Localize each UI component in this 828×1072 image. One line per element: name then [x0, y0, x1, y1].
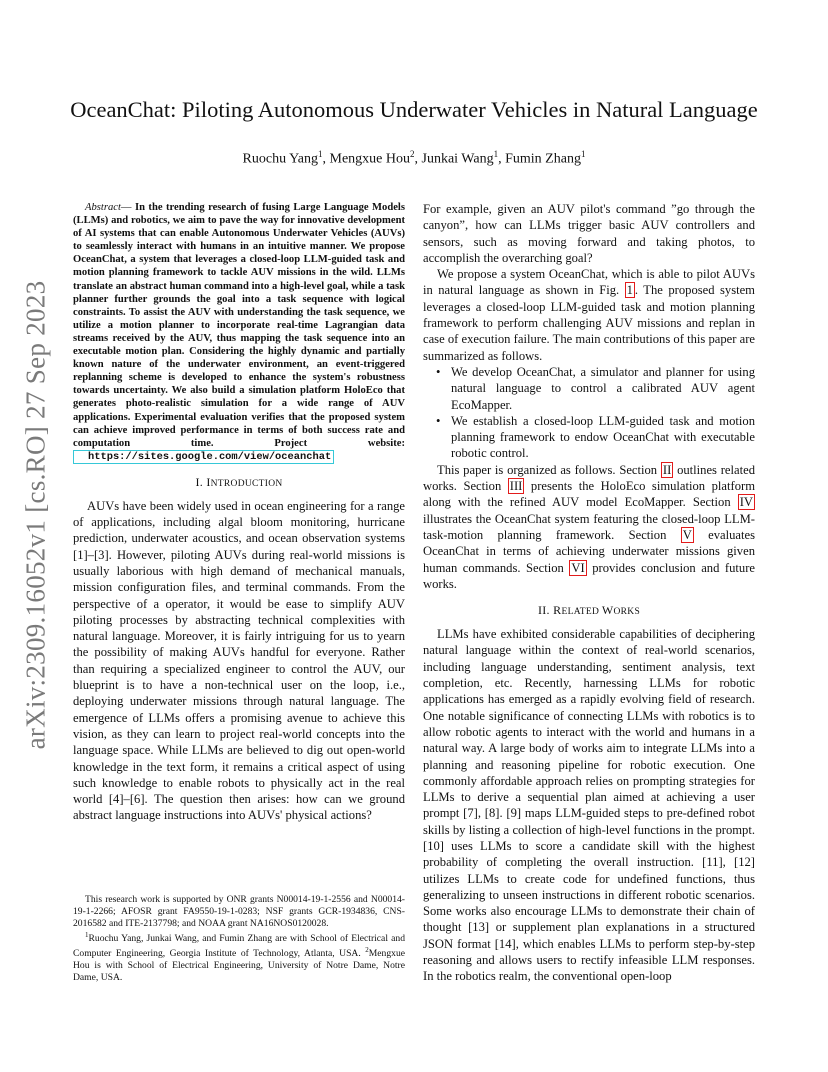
abstract-body: In the trending research of fusing Large Language Models (LLMs) and robotics, we aim to pave the way for innovative development of AI systems that can enable Autonomous Underwater Vehicles (AUVs) to seamlessly interact with humans in an intuitive manner. We propose OceanChat, a system that leverages a closed-loop LLM-guided task and motion planning framework to tackle AUV missions in the wild. LLMs translate an abstract human command into a high-level goal, while a task planner further grounds the goal into a task sequence with logical constraints. To assist the AUV with understanding the task sequence, we utilize a motion planner to incorporate real-time Lagrangian data streams received by the AUV, thus mapping the task sequence into an executable motion plan. Considering the highly dynamic and partially known nature of the underwater environment, an event-triggered replanning scheme is developed to enhance the system's robustness towards uncertainty. We also build a simulation platform HoloEco that generates photo-realistic simulation for a wide range of AUV applications. Experimental evaluation verifies that the proposed system can achieve improved performance in terms of both success rate and computation time. Project website:	[73, 202, 405, 449]
paragraph-text: . The proposed system leverages a closed-loop LLM-guided task and motion planning framework to perform challenging AUV missions and replan in case of execution failure. The main contributions of this paper are summarized as follows.	[423, 283, 755, 363]
footnotes	[73, 893, 405, 984]
affiliation-text: Ruochu Yang, Junkai Wang, and Fumin Zhang are with School of Electrical and Computer Engineering, Georgia Institute of Technology, Atlanta, USA.	[73, 932, 405, 959]
section-title-initial: R	[553, 603, 562, 618]
paper-title: OceanChat: Piloting Autonomous Underwater Vehicles in Natural Language	[70, 97, 758, 122]
section-title-rest: ORKS	[613, 607, 641, 618]
section-title-rest: ELATED	[561, 607, 602, 618]
section-heading-introduction	[73, 474, 405, 492]
affiliation-footnote	[73, 930, 405, 984]
author-name: Ruochu Yang	[242, 151, 318, 167]
organization-paragraph	[423, 462, 755, 592]
author-affiliation-mark: 2	[410, 149, 415, 159]
paragraph-text: illustrates the OceanChat system featuring the closed-loop LLM-task-motion planning framework. Section	[423, 511, 755, 542]
section-number: I.	[195, 474, 207, 489]
abstract-label: Abstract	[85, 202, 121, 213]
section-reference-link[interactable]: VI	[571, 560, 585, 575]
affiliation-text: Mengxue Hou is with School of Electrical Engineering, University of Notre Dame, Notre Dame, USA.	[73, 948, 405, 983]
abstract	[73, 201, 405, 464]
figure-reference-link[interactable]: 1	[626, 283, 633, 298]
abstract-dash: —	[120, 202, 135, 213]
contribution-item: • We develop OceanChat, a simulator and planner for using natural language to control a calibrated AUV agent EcoMapper.	[423, 364, 755, 413]
section-reference-link[interactable]: V	[682, 527, 692, 542]
paragraph-text: presents the HoloEco simulation platform along with the refined AUV model EcoMapper. Section	[423, 479, 755, 510]
funding-footnote: This research work is supported by ONR grants N00014-19-1-2556 and N00014-19-1-2266; AFOSR grant FA9550-19-1-0283; NSF grants GCR-1934836, CNS-2016582 and ITE-2137798; and NOAA grant NA16NOS0120028.	[73, 894, 405, 929]
section-title-initial: W	[601, 603, 614, 618]
author-affiliation-mark: 1	[580, 149, 586, 159]
footnote-mark: 2	[365, 945, 369, 954]
related-works-paragraph: LLMs have exhibited considerable capabilities of deciphering natural language within the context of real-world scenarios, including language understanding, sentiment analysis, text completion, etc. Recently, harnessing LLMs for robotic applications has emerged as a rapidly evolving field of research. One notable significance of connecting LLMs with robotics is to allow robotic agents to interact with the world and humans in a natural way. A large body of works aim to integrate LLMs into a planning and reasoning pipeline for robotic execution. One commonly affordable approach relies on prompting strategies for LLMs to derive a sequential plan aimed at achieving a user prompt [7], [8]. [9] maps LLM-guided steps to pre-defined robot skills by listing a collection of high-level functions in the prompt. [10] uses LLMs to score a candidate skill with the highest probability of completing the overall instruction. [11], [12] utilizes LLMs to create code for undefined functions, thus generalizing to unseen instructions in different robotic scenarios. Some works also encourage LLMs to demonstrate their chain of thought [13] or supplement plan explanations in a structured JSON format [14], which enables LLMs to perform step-by-step reasoning and allows users to rectify infeasible LLM responses. In the robotics realm, the conventional open-loop	[423, 627, 755, 984]
section-number: II.	[537, 603, 554, 618]
right-column	[423, 201, 755, 985]
left-column	[73, 201, 405, 824]
author-name: Mengxue Hou	[329, 151, 410, 167]
author-list: Ruochu Yang$^1$, Mengxue Hou$^2$, Junkai Wang$^1$, Fumin Zhang$^1$	[242, 149, 586, 167]
paragraph-text: This paper is organized as follows. Section	[437, 462, 661, 477]
introduction-paragraph: AUVs have been widely used in ocean engineering for a range of applications, including algal bloom monitoring, hurricane prediction, underwater acoustics, and ocean observation systems [1]–[3]. However, piloting AUVs during real-world missions is usually laborious with high demand of mechanical manuals, mission configuration files, and terminal commands. From the perspective of a operator, it would be ease to simplify AUV piloting processes by abstracting technical complexities with natural language. Moreover, it is fairly intriguing for us to yearn the possibility of making AUVs handful for everyone. Rather than requiring a specialized engineer to control the AUV, our blueprint is to have a non-technical user on the loop, i.e., deploying underwater missions through natural language. The emergence of LLMs offers a promising avenue to achieve this vision, as they can learn to project real-world concepts into the language space. While LLMs are believed to dig out open-world knowledge in the text form, it remains a critical aspect of using such knowledge to enable robots to physically act in the real world [4]–[6]. The question then arises: how can we ground abstract language instructions into AUVs' physical actions?	[73, 498, 405, 823]
section-title-rest: NTRODUCTION	[210, 478, 283, 489]
footnote-mark: 1	[85, 930, 89, 939]
section-reference-link[interactable]: IV	[739, 495, 753, 510]
paragraph-text: outlines related works. Section	[423, 462, 755, 494]
arxiv-identifier: arXiv:2309.16052v1 [cs.RO] 27 Sep 2023	[20, 280, 51, 750]
proposal-paragraph	[423, 266, 755, 364]
author-affiliation-mark: 1	[318, 149, 323, 159]
section-reference-link[interactable]: III	[509, 479, 523, 494]
section-heading-related-works	[423, 602, 755, 620]
paragraph-text: evaluates OceanChat in terms of achieving underwater missions given human commands. Section	[423, 527, 756, 575]
arxiv-sidebar	[4, 280, 68, 750]
contribution-item: • We establish a closed-loop LLM-guided task and motion planning framework to endow OceanChat with executable robotic control.	[423, 413, 755, 462]
author-name: Fumin Zhang	[505, 151, 581, 167]
project-website-link[interactable]: https://sites.google.com/view/oceanchat	[73, 450, 334, 464]
contribution-list	[423, 364, 755, 462]
paragraph-text: We propose a system OceanChat, which is able to pilot AUVs in natural language as shown in Fig.	[423, 267, 755, 298]
section-title-initial: I	[206, 474, 211, 489]
section-reference-link[interactable]: II	[662, 462, 672, 477]
author-name: Junkai Wang	[421, 151, 494, 167]
paragraph-text: provides conclusion and future works.	[423, 560, 755, 591]
author-affiliation-mark: 1	[493, 149, 499, 159]
continued-paragraph: For example, given an AUV pilot's command ”go through the canyon”, how can LLMs trigger basic AUV controllers and sensors, such as moving forward and taking photos, to accomplish the overarching goal?	[423, 202, 755, 265]
